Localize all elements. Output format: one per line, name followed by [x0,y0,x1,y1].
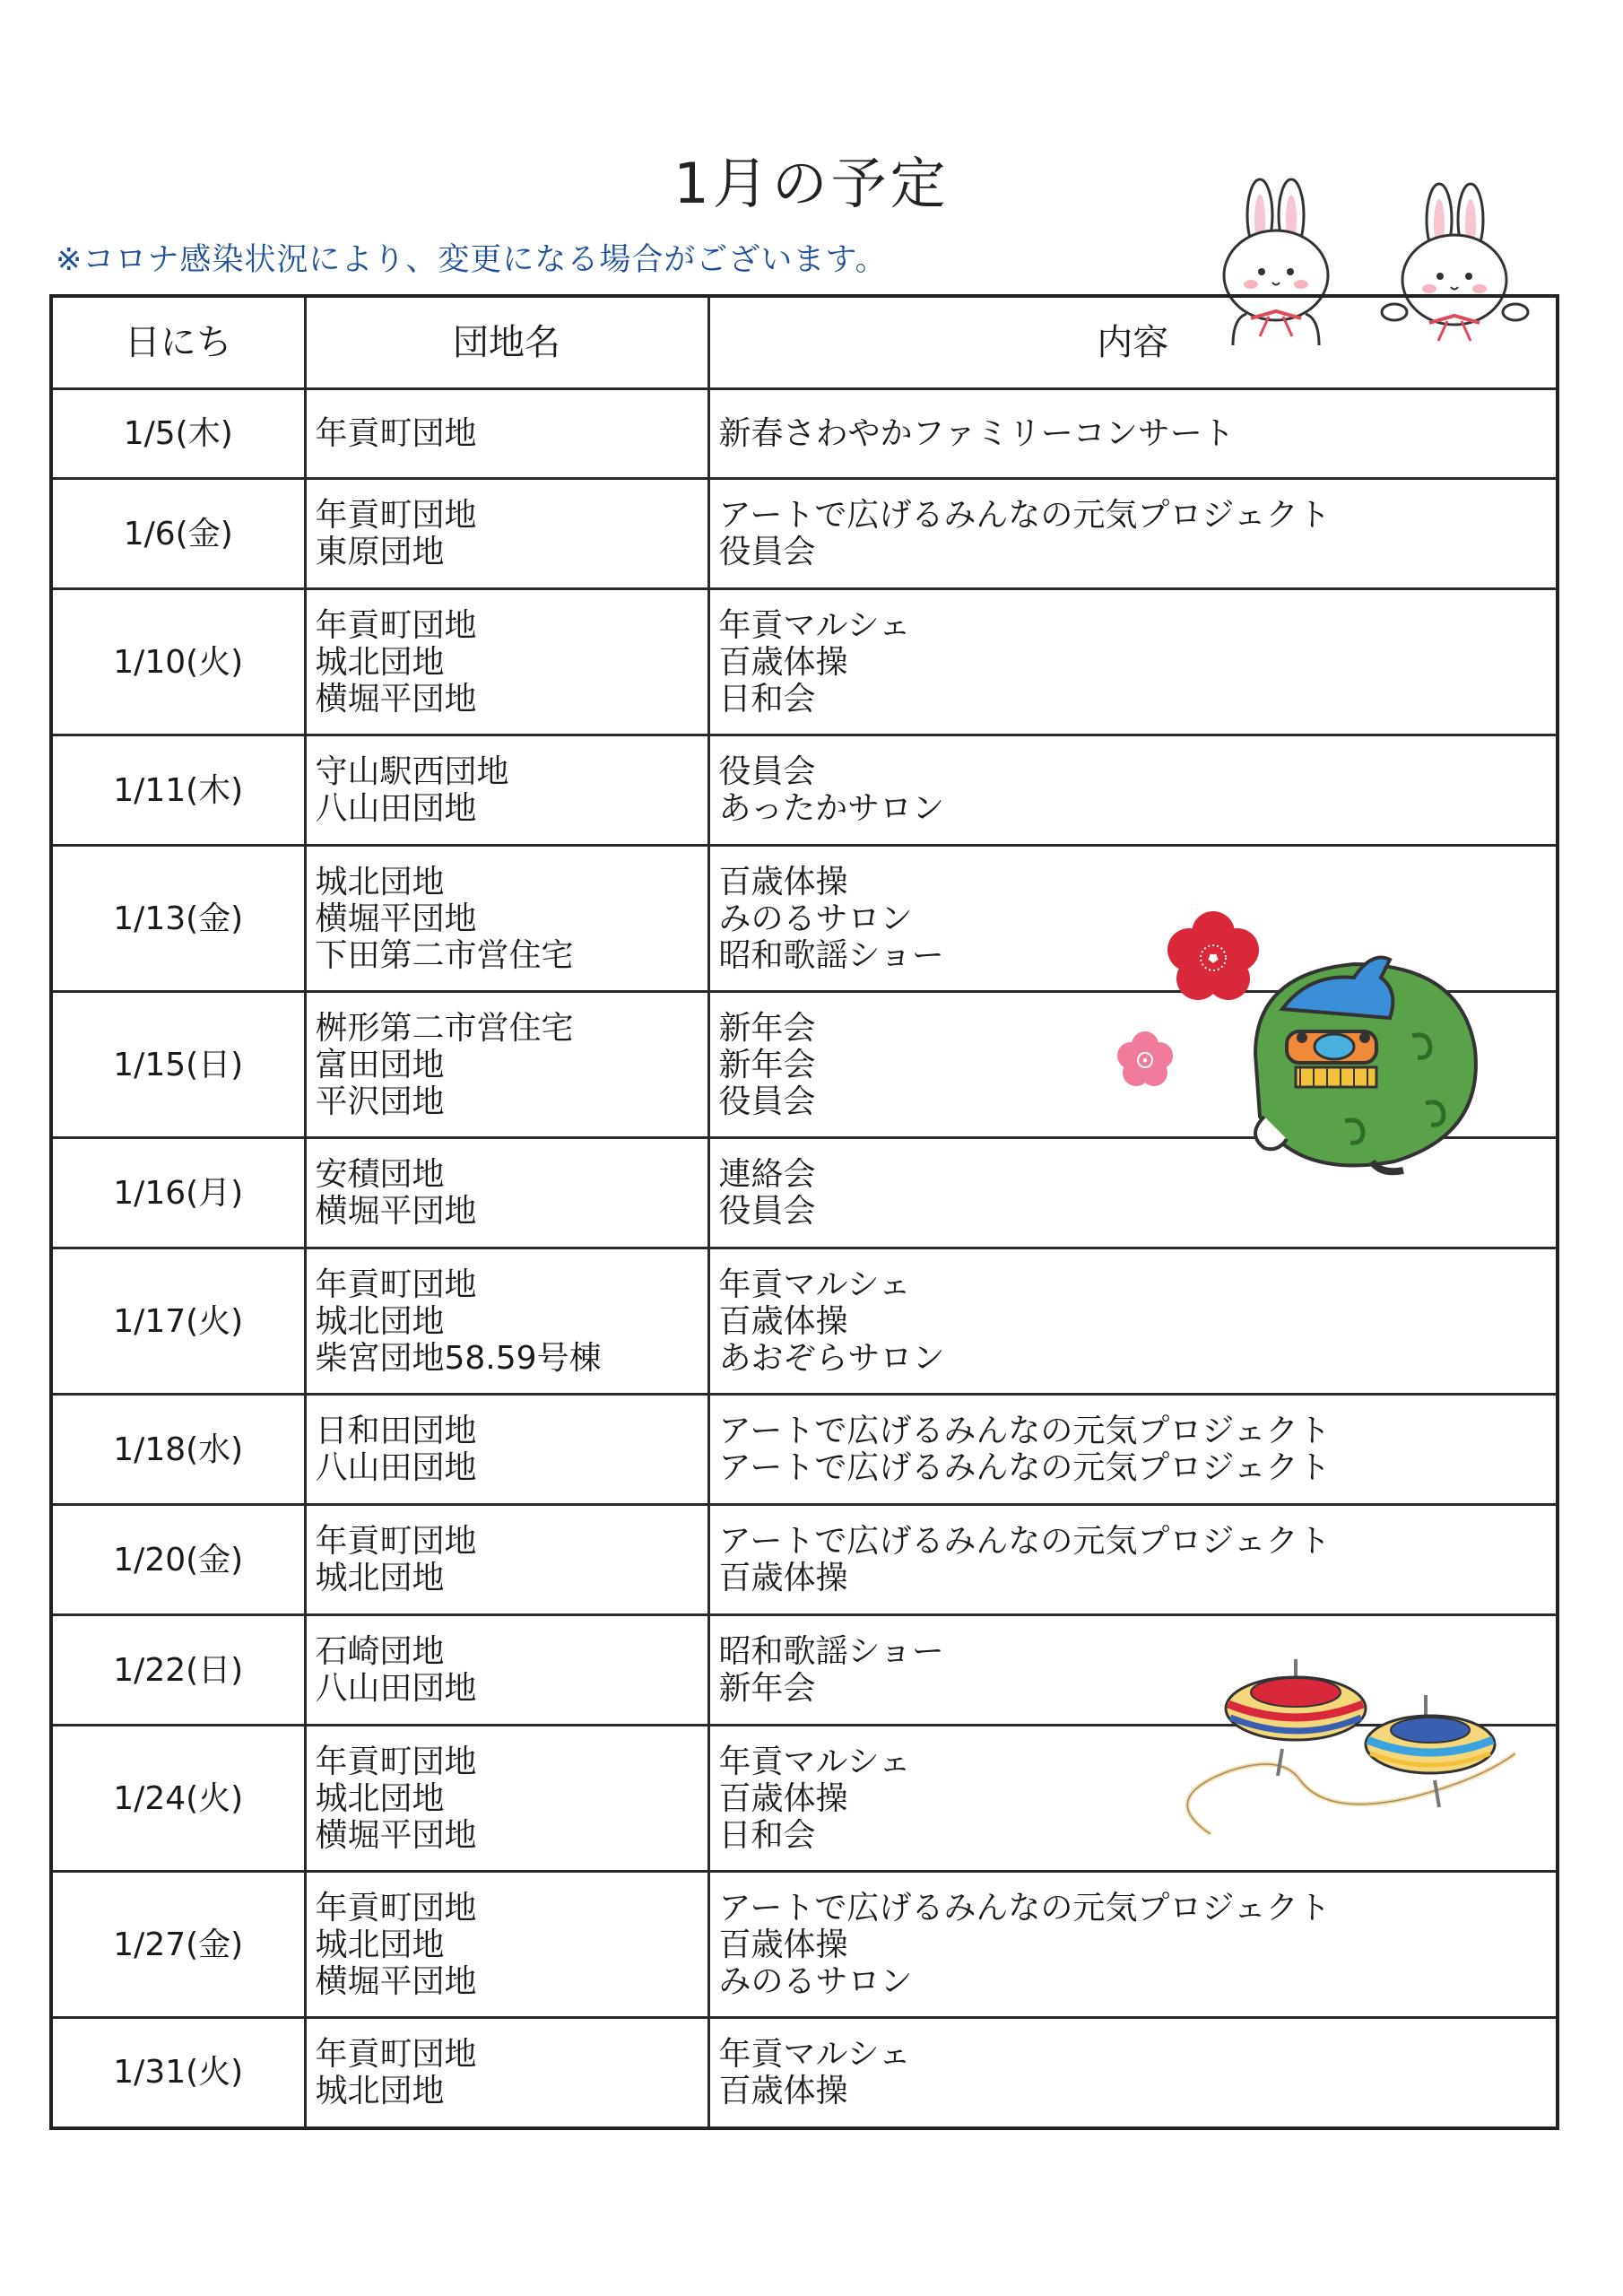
row-places [305,1505,708,1615]
place-name: 石崎団地 [315,1633,445,1670]
shishimai-illustration [1219,955,1488,1188]
row-contents [708,1248,1558,1395]
place-name: 桝形第二市営住宅 [315,1009,574,1047]
event-name: 百歳体操 [718,1779,848,1817]
event-name: みのるサロン [718,1962,913,2000]
header-content: 内容 [708,296,1558,389]
header-place: 団地名 [305,296,708,389]
row-places [305,389,708,479]
row-places [305,992,708,1138]
event-name: 役員会 [718,1083,816,1120]
row-contents [708,389,1558,479]
place-name: 安積団地 [315,1156,445,1193]
row-places [305,1395,708,1505]
row-date: 1/18(水) [51,1395,305,1505]
row-places [305,846,708,992]
place-name: 日和田団地 [315,1413,477,1449]
event-name: 役員会 [718,534,816,570]
place-name: 城北団地 [315,643,445,681]
event-name: 百歳体操 [718,643,848,681]
place-name: 横堀平団地 [315,900,477,937]
row-contents [708,1395,1558,1505]
notice-text: ※コロナ感染状況により、変更になる場合がございます。 [56,242,888,278]
table-row [51,389,1558,479]
place-name: 年貢町団地 [315,497,477,534]
row-date: 1/6(金) [51,479,305,589]
place-name: 年貢町団地 [315,1265,477,1303]
place-name: 八山田団地 [315,1670,477,1707]
table-row [51,479,1558,589]
row-places [305,1726,708,1872]
header-date: 日にち [51,296,305,389]
event-name: 百歳体操 [718,1560,848,1596]
table-row [51,2018,1558,2128]
row-places [305,1138,708,1248]
row-contents [708,479,1558,589]
row-places [305,1615,708,1726]
table-row [51,589,1558,735]
event-name: 役員会 [718,1193,816,1230]
place-name: 年貢町団地 [315,2035,477,2073]
place-name: 城北団地 [315,863,445,900]
event-name: 新春さわやかファミリーコンサート [718,415,1235,452]
event-name: 新年会 [718,1009,816,1047]
row-date: 1/11(木) [51,735,305,846]
row-contents [708,589,1558,735]
event-name: アートで広げるみんなの元気プロジェクト [718,1449,1331,1486]
event-name: 年貢マルシェ [718,1743,911,1780]
row-date: 1/27(金) [51,1872,305,2018]
row-contents [708,2018,1558,2128]
event-name: 昭和歌謡ショー [718,936,944,974]
row-date: 1/31(火) [51,2018,305,2128]
place-name: 年貢町団地 [315,606,477,644]
row-date: 1/20(金) [51,1505,305,1615]
place-name: 下田第二市営住宅 [315,936,574,974]
row-date: 1/5(木) [51,389,305,479]
place-name: 平沢団地 [315,1083,445,1120]
row-places [305,735,708,846]
place-name: 城北団地 [315,1926,445,1963]
event-name: 日和会 [718,680,816,718]
row-contents [708,1505,1558,1615]
row-contents [708,1872,1558,2018]
event-name: 百歳体操 [718,863,848,900]
row-contents [708,735,1558,846]
event-name: 年貢マルシェ [718,606,911,644]
place-name: 城北団地 [315,1779,445,1817]
schedule-table [49,294,1559,2130]
place-name: 城北団地 [315,1302,445,1340]
event-name: 昭和歌謡ショー [718,1633,944,1670]
table-row [51,1505,1558,1615]
event-name: アートで広げるみんなの元気プロジェクト [718,497,1331,534]
row-date: 1/22(日) [51,1615,305,1726]
place-name: 富田団地 [315,1046,445,1083]
row-date: 1/15(日) [51,992,305,1138]
row-places [305,1248,708,1395]
table-header-row [51,296,1558,389]
place-name: 横堀平団地 [315,1962,477,2000]
event-name: 年貢マルシェ [718,2035,911,2073]
row-date: 1/10(火) [51,589,305,735]
row-date: 1/24(火) [51,1726,305,1872]
place-name: 横堀平団地 [315,1193,477,1230]
row-places [305,479,708,589]
event-name: 百歳体操 [718,1926,848,1963]
row-places [305,589,708,735]
row-places [305,1872,708,2018]
event-name: みのるサロン [718,900,913,937]
event-name: アートで広げるみんなの元気プロジェクト [718,1889,1331,1926]
event-name: 百歳体操 [718,2072,848,2109]
place-name: 年貢町団地 [315,1743,477,1780]
spinning-tops-illustration [1175,1655,1515,1852]
event-name: 日和会 [718,1816,816,1854]
page-title: 1月の予定 [673,151,950,216]
place-name: 守山駅西団地 [315,753,509,790]
row-date: 1/16(月) [51,1138,305,1248]
place-name: 横堀平団地 [315,1816,477,1854]
table-row [51,1395,1558,1505]
row-date: 1/13(金) [51,846,305,992]
place-name: 年貢町団地 [315,1889,477,1926]
place-name: 東原団地 [315,534,445,570]
place-name: 年貢町団地 [315,415,477,452]
event-name: 新年会 [718,1670,816,1707]
table-row [51,735,1558,846]
event-name: アートで広げるみんなの元気プロジェクト [718,1523,1331,1560]
event-name: 年貢マルシェ [718,1265,911,1303]
place-name: 城北団地 [315,2072,445,2109]
event-name: あおぞらサロン [718,1339,945,1377]
table-row [51,1248,1558,1395]
event-name: あったかサロン [718,790,945,827]
place-name: 年貢町団地 [315,1523,477,1560]
place-name: 横堀平団地 [315,680,477,718]
table-row [51,1872,1558,2018]
place-name: 八山田団地 [315,790,477,827]
row-places [305,2018,708,2128]
place-name: 八山田団地 [315,1449,477,1486]
event-name: 連絡会 [718,1156,816,1193]
event-name: アートで広げるみんなの元気プロジェクト [718,1413,1331,1449]
event-name: 百歳体操 [718,1302,848,1340]
row-date: 1/17(火) [51,1248,305,1395]
place-name: 柴宮団地58.59号棟 [315,1339,602,1377]
event-name: 新年会 [718,1046,816,1083]
place-name: 城北団地 [315,1560,445,1596]
event-name: 役員会 [718,753,816,790]
